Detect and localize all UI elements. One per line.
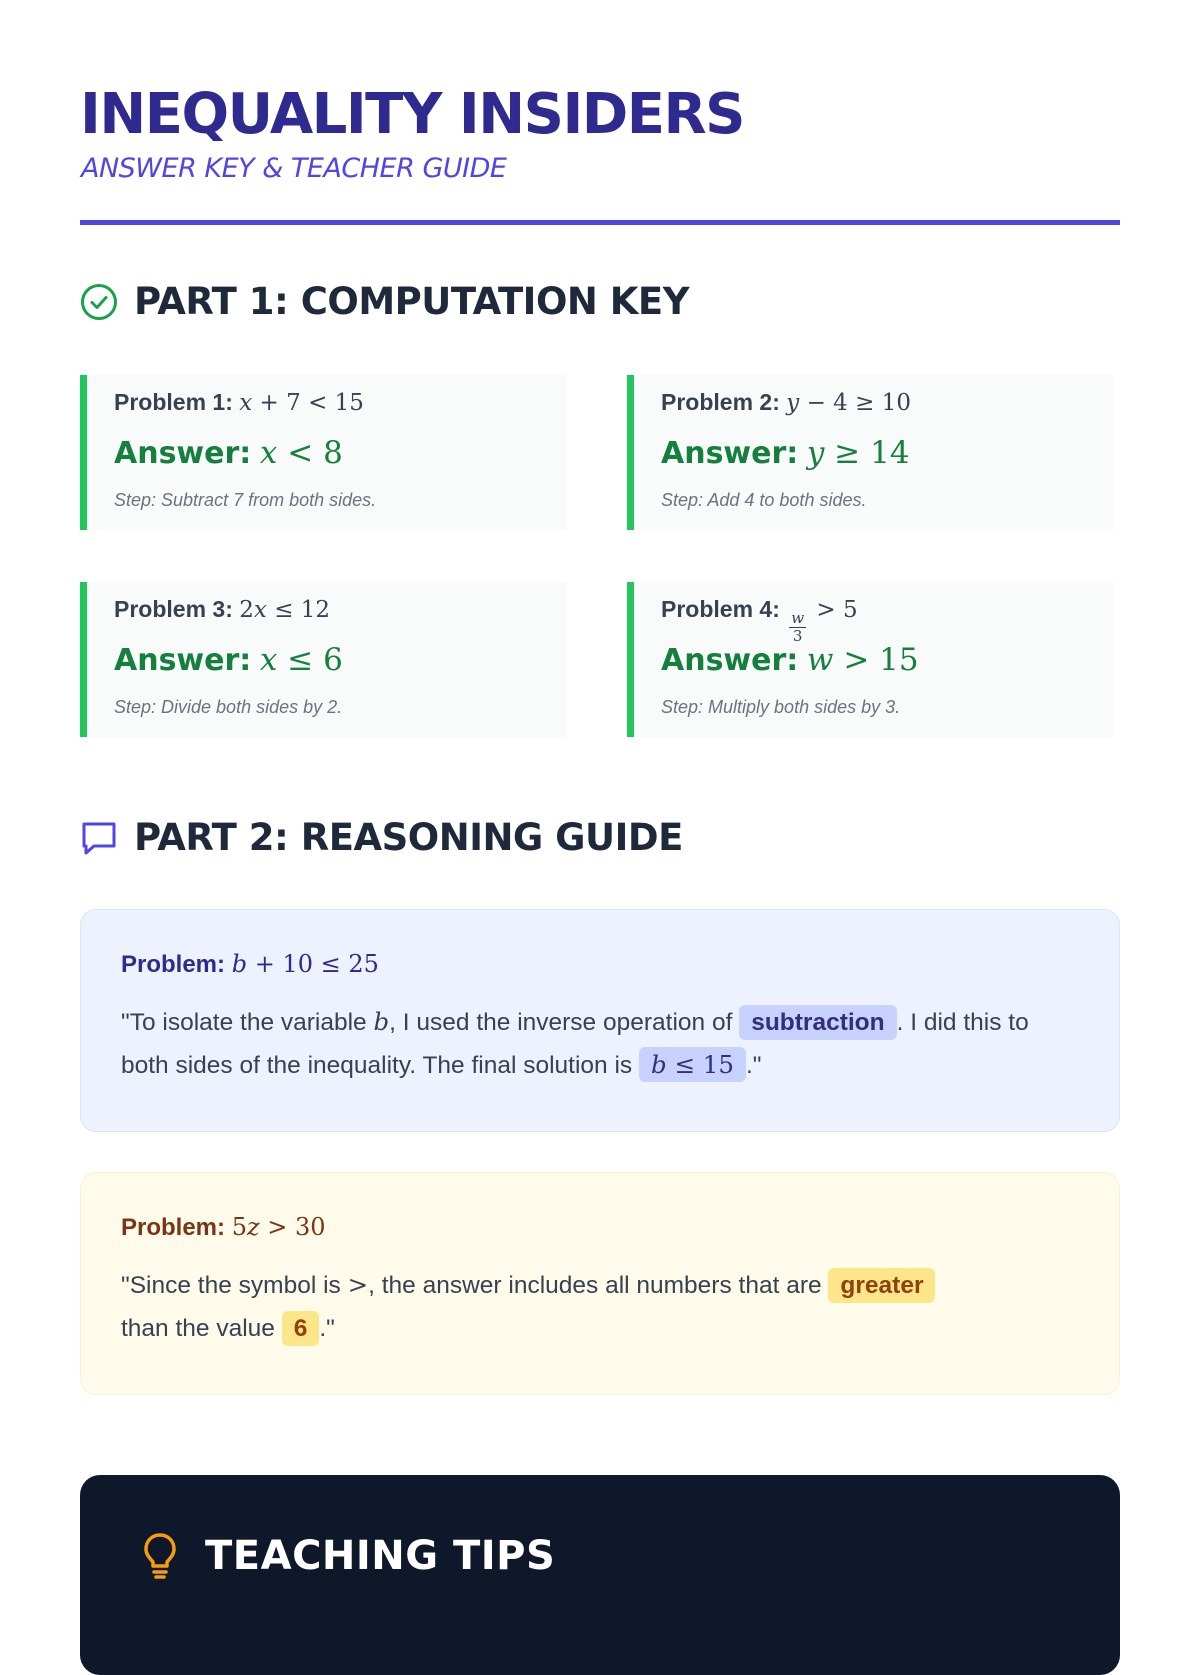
reasoning-card-2 <box>80 1172 1120 1395</box>
answer-blank-value: 6 <box>282 1311 320 1346</box>
chat-bubble-icon <box>80 819 118 857</box>
page-subtitle: ANSWER KEY & TEACHER GUIDE <box>81 153 507 184</box>
check-circle-icon <box>80 283 118 321</box>
problem-answer: Answer: w > 15 <box>661 642 919 678</box>
reasoning-card-1 <box>80 909 1120 1132</box>
problem-answer: Answer: x < 8 <box>114 435 343 471</box>
answer-blank-solution: b ≤ 15 <box>639 1047 746 1082</box>
teaching-tips-panel <box>80 1475 1120 1675</box>
problem-statement: Problem 3: 2x ≤ 12 <box>114 596 331 623</box>
problem-answer: Answer: x ≤ 6 <box>114 642 343 678</box>
header-divider <box>80 220 1120 225</box>
problem-statement: Problem 2: y − 4 ≥ 10 <box>661 389 911 416</box>
part2-heading-label: PART 2: REASONING GUIDE <box>134 816 683 859</box>
problem-step: Step: Divide both sides by 2. <box>114 697 343 717</box>
problem-statement: Problem 4: $\frac{w}{3}$ > 5 <box>661 596 858 645</box>
problem-card-4 <box>627 582 1114 737</box>
part2-heading <box>80 816 683 859</box>
problem-step: Step: Add 4 to both sides. <box>661 490 867 510</box>
answer-blank-operation: subtraction <box>739 1005 896 1040</box>
reasoning-problem: Problem: 5z > 30 <box>121 1213 326 1241</box>
part1-heading-label: PART 1: COMPUTATION KEY <box>134 280 689 323</box>
teaching-tips-heading: TEACHING TIPS <box>205 1533 556 1579</box>
page-title: INEQUALITY INSIDERS <box>80 82 744 147</box>
lightbulb-icon <box>140 1531 180 1579</box>
problem-step: Step: Multiply both sides by 3. <box>661 697 901 717</box>
reasoning-problem: Problem: b + 10 ≤ 25 <box>121 950 379 978</box>
reasoning-quote: "To isolate the variable b, I used the inverse operation of subtraction . I did this to both sides of the inequality. The final solution is b ≤ 15 ." <box>121 1000 1081 1087</box>
problem-card-2 <box>627 375 1114 530</box>
problem-statement: Problem 1: x + 7 < 15 <box>114 389 364 416</box>
part1-heading <box>80 280 689 323</box>
problem-answer: Answer: y ≥ 14 <box>661 435 910 471</box>
reasoning-quote: "Since the symbol is >, the answer includes all numbers that are greater than the value 6 ." <box>121 1263 1081 1350</box>
problem-step: Step: Subtract 7 from both sides. <box>114 490 377 510</box>
problem-card-1 <box>80 375 567 530</box>
problem-card-3 <box>80 582 567 737</box>
answer-blank-direction: greater <box>828 1268 935 1303</box>
